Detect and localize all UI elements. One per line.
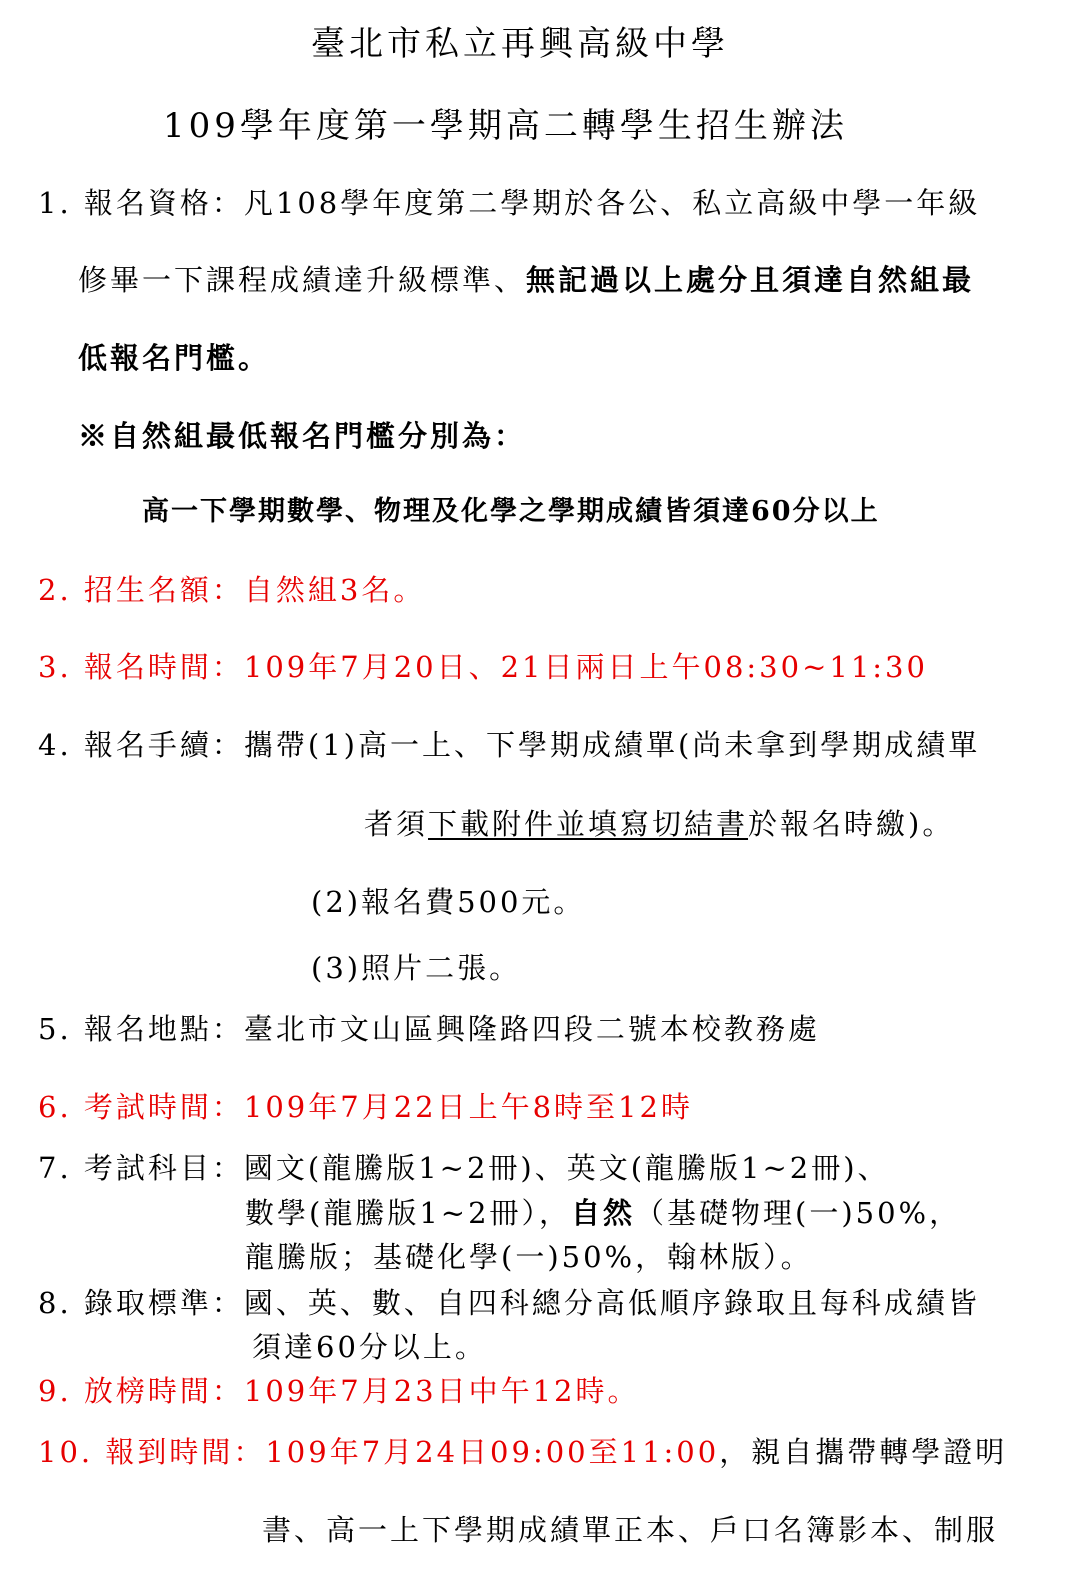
item-1-note-body: 高一下學期數學、物理及化學之學期成績皆須達60分以上 (142, 496, 880, 527)
item-4-line-2-pre: 者須 (364, 807, 429, 841)
item-1-note-heading: ※自然組最低報名門檻分別為： (78, 419, 527, 453)
page-title: 臺北市私立再興高級中學 (311, 24, 729, 64)
item-7-line-3: 龍騰版；基礎化學(一)50%，翰林版）。 (245, 1240, 813, 1274)
item-4-line-1 (38, 727, 980, 763)
item-8-line-1 (38, 1285, 980, 1321)
item-7-line-2-pre: 數學(龍騰版1~2冊）， (245, 1196, 572, 1230)
page-subtitle: 109學年度第一學期高二轉學生招生辦法 (163, 106, 848, 146)
item-9: 9. 放榜時間：109年7月23日中午12時。 (38, 1374, 640, 1408)
item-8-label: 8. 錄取標準： (38, 1286, 244, 1320)
item-1-line-1 (38, 185, 980, 221)
item-8-text: 國、英、數、自四科總分高低順序錄取且每科成績皆 (243, 1286, 980, 1320)
item-7-line-1 (38, 1150, 890, 1186)
item-10-black: ，親自攜帶轉學證明 (719, 1435, 1008, 1469)
item-3: 3. 報名時間：109年7月20日、21日兩日上午08:30~11:30 (38, 650, 928, 684)
item-7-text: 國文(龍騰版1~2冊)、英文(龍騰版1~2冊)、 (243, 1151, 890, 1185)
item-10-red: 10. 報到時間：109年7月24日09:00至11:00 (38, 1435, 720, 1469)
item-1-line-2-normal: 修畢一下課程成績達升級標準、 (78, 263, 527, 297)
item-1-label: 1. 報名資格： (38, 186, 244, 220)
item-7-label: 7. 考試科目： (38, 1151, 244, 1185)
download-attachment-link[interactable]: 下載附件並填寫切結書 (428, 807, 749, 841)
item-2: 2. 招生名額：自然組3名。 (38, 573, 426, 607)
item-1-line-2 (78, 262, 974, 298)
item-7-line-2 (245, 1195, 961, 1231)
item-4-line-2-post: 於報名時繳)。 (748, 807, 955, 841)
item-6: 6. 考試時間：109年7月22日上午8時至12時 (38, 1090, 693, 1124)
item-8-line-2: 須達60分以上。 (252, 1330, 487, 1364)
item-1-text: 凡108學年度第二學期於各公、私立高級中學一年級 (243, 186, 981, 220)
item-5: 5. 報名地點：臺北市文山區興隆路四段二號本校教務處 (38, 1012, 820, 1046)
item-4-line-4: (3)照片二張。 (311, 951, 522, 985)
item-1-line-2-bold: 無記過以上處分且須達自然組最 (526, 263, 975, 297)
item-7-line-2-post: （基礎物理(一)50%， (635, 1196, 962, 1230)
item-10-line-2: 書、高一上下學期成績單正本、戶口名簿影本、制服 (262, 1513, 999, 1547)
item-4-text: 攜帶(1)高一上、下學期成績單(尚未拿到學期成績單 (243, 728, 981, 762)
item-4-line-2 (364, 806, 954, 842)
item-4-label: 4. 報名手續： (38, 728, 244, 762)
item-7-line-2-bold: 自然 (571, 1196, 636, 1230)
item-4-line-3: (2)報名費500元。 (311, 885, 586, 919)
item-1-line-3: 低報名門檻。 (78, 341, 271, 375)
item-10-line-1 (38, 1434, 1007, 1470)
